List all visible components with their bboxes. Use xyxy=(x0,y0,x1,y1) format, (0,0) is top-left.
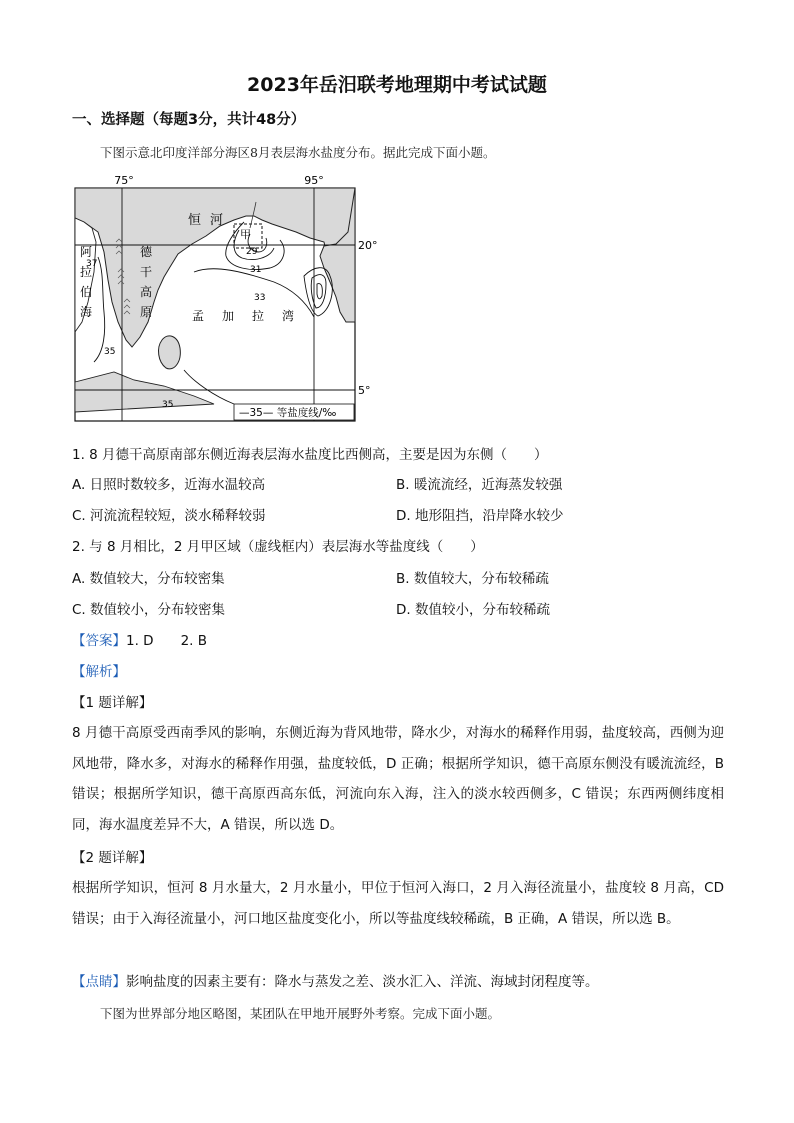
q1-option-a: A. 日照时数较多，近海水温较高 xyxy=(72,477,266,493)
isoline-35-west: 35 xyxy=(104,347,116,357)
q2-option-d: D. 数值较小，分布较稀疏 xyxy=(396,602,550,618)
q1-option-c: C. 河流流程较短，淡水稀释较弱 xyxy=(72,508,266,524)
section-heading: 一、选择题（每题3分，共计48分） xyxy=(72,112,306,128)
lat-label-20: 20° xyxy=(358,239,378,252)
isoline-35-south: 35 xyxy=(162,400,174,410)
detail-2-label: 【2 题详解】 xyxy=(72,850,153,866)
sri-lanka xyxy=(159,336,181,369)
detail-1-text: 8 月德干高原受西南季风的影响，东侧近海为背风地带，降水少，对海水的稀释作用弱，盐度较高，西侧为迎风地带，降水多，对海水的稀释作用强，盐度较低，D 正确；根据所学知识，德干高原东侧没有暖流流经，B 错误；根据所学知识，德干高原西高东低，河流向东入海，注入的淡水较西侧多，C 错误；东西两侧纬度相同，海水温度差异不大，A 错误，所以选 D。 xyxy=(72,725,724,833)
tip-text: 影响盐度的因素主要有：降水与蒸发之差、淡水汇入、洋流、海域封闭程度等。 xyxy=(126,974,599,990)
label-deccan-1: 德 xyxy=(140,245,153,259)
q2-option-c: C. 数值较小，分布较密集 xyxy=(72,602,226,618)
tip-label: 【点睛】 xyxy=(72,974,126,990)
isoline-33: 33 xyxy=(254,293,266,303)
answer-text: 1. D 2. B xyxy=(126,633,207,649)
salinity-map xyxy=(74,172,378,427)
q2-option-b: B. 数值较大，分布较稀疏 xyxy=(396,571,549,587)
lon-label-75: 75° xyxy=(114,174,134,187)
question-1-stem: 1. 8 月德干高原南部东侧近海表层海水盐度比西侧高，主要是因为东侧（ ） xyxy=(72,447,548,463)
label-bengal-4: 湾 xyxy=(282,309,295,323)
q2-option-a: A. 数值较大，分布较密集 xyxy=(72,571,225,587)
q1-option-b: B. 暖流流经，近海蒸发较强 xyxy=(396,477,563,493)
isoline-31: 31 xyxy=(250,265,262,275)
label-bengal-2: 加 xyxy=(222,309,235,323)
label-arabian-2: 拉 xyxy=(80,265,93,279)
intro-text-1: 下图示意北印度洋部分海区8月表层海水盐度分布。据此完成下面小题。 xyxy=(100,145,496,160)
label-bengal-3: 拉 xyxy=(252,309,265,323)
q1-option-d: D. 地形阻挡，沿岸降水较少 xyxy=(396,508,564,524)
label-deccan-3: 高 xyxy=(140,285,153,299)
isoline-29: 29 xyxy=(246,247,258,257)
label-arabian-1: 阿 xyxy=(80,245,93,259)
label-ganges-2: 河 xyxy=(210,213,224,228)
answer-label: 【答案】 xyxy=(72,633,126,649)
detail-2-text: 根据所学知识，恒河 8 月水量大，2 月水量小，甲位于恒河入海口，2 月入海径流量小，盐度较 8 月高，CD 错误；由于入海径流量小，河口地区盐度变化小，所以等盐度线较稀疏，B 正确，A 错误，所以选 B。 xyxy=(72,880,724,927)
label-arabian-4: 海 xyxy=(80,305,93,319)
intro-text-2: 下图为世界部分地区略图，某团队在甲地开展野外考察。完成下面小题。 xyxy=(100,1006,501,1021)
detail-1-label: 【1 题详解】 xyxy=(72,695,153,711)
analysis-label: 【解析】 xyxy=(72,664,126,680)
lat-label-5: 5° xyxy=(358,384,371,397)
lon-label-95: 95° xyxy=(304,174,324,187)
label-arabian-3: 伯 xyxy=(80,285,93,299)
question-2-stem: 2. 与 8 月相比，2 月甲区域（虚线框内）表层海水等盐度线（ ） xyxy=(72,539,484,555)
page-title: 2023年岳汨联考地理期中考试试题 xyxy=(247,74,547,96)
map-legend: —35— 等盐度线/‰ xyxy=(239,407,337,419)
isoline-37: 37 xyxy=(86,259,98,269)
label-deccan-4: 原 xyxy=(140,305,153,319)
label-bengal-1: 孟 xyxy=(192,309,205,323)
answer-line xyxy=(72,629,207,649)
label-region-jia: 甲 xyxy=(240,228,251,241)
tip-line xyxy=(72,970,599,990)
label-deccan-2: 干 xyxy=(140,265,153,279)
label-ganges-1: 恒 xyxy=(188,213,202,228)
